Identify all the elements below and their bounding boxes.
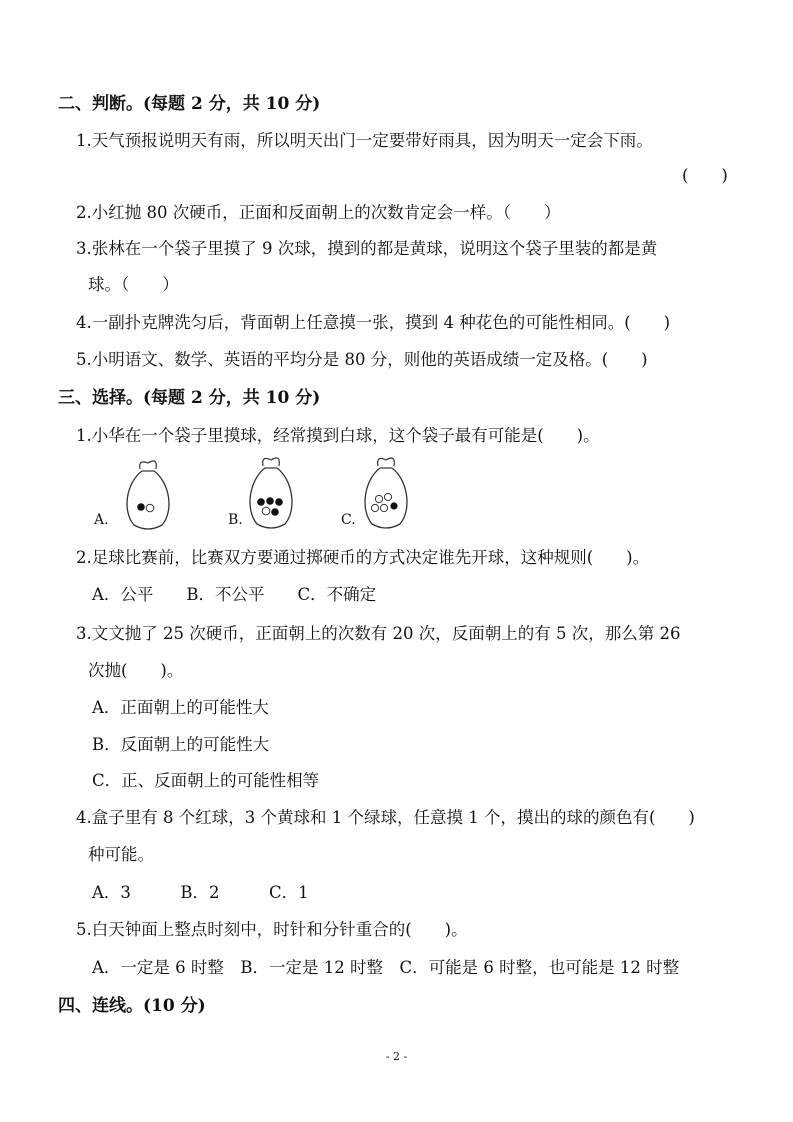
choice-q5-options: A．一定是 6 时整 B．一定是 12 时整 C．可能是 6 时整，也可能是 12 时整 <box>92 958 680 977</box>
bag-a-label: A. <box>94 512 109 528</box>
choice-q2: 2.足球比赛前，比赛双方要通过掷硬币的方式决定谁先开球，这种规则( )。 <box>76 548 650 567</box>
judge-item-1: 1.天气预报说明天有雨，所以明天出门一定要带好雨具，因为明天一定会下雨。 <box>76 131 653 150</box>
bag-c-icon <box>355 452 417 534</box>
judge-item-3: 3.张林在一个袋子里摸了 9 次球，摸到的都是黄球，说明这个袋子里装的都是黄 <box>76 239 658 258</box>
judge-item-3-cont: 球。（ ） <box>88 275 179 294</box>
choice-q2-options: A．公平 B．不公平 C．不确定 <box>92 585 377 604</box>
choice-q5: 5.白天钟面上整点时刻中，时针和分针重合的( )。 <box>76 920 468 939</box>
bag-c-label: C. <box>341 512 356 528</box>
judge-item-1-bracket: ( ) <box>682 166 728 185</box>
choice-q1: 1.小华在一个袋子里摸球，经常摸到白球，这个袋子最有可能是( )。 <box>76 426 600 445</box>
judge-item-2: 2.小红抛 80 次硬币，正面和反面朝上的次数肯定会一样。（ ） <box>76 203 561 222</box>
section-2-title: 二、判断。(每题 2 分，共 10 分) <box>58 94 321 114</box>
section-4-title: 四、连线。(10 分) <box>58 996 206 1016</box>
choice-q3-option-a: A．正面朝上的可能性大 <box>92 698 269 717</box>
choice-q3-option-c: C．正、反面朝上的可能性相等 <box>92 771 320 790</box>
choice-q3-option-b: B．反面朝上的可能性大 <box>92 735 270 754</box>
choice-q4-options: A．3 B．2 C．1 <box>92 883 309 902</box>
bag-b-icon <box>240 452 302 534</box>
choice-q3-cont: 次抛( )。 <box>88 661 184 680</box>
judge-item-5: 5.小明语文、数学、英语的平均分是 80 分，则他的英语成绩一定及格。( ) <box>76 350 648 369</box>
page-number: - 2 - <box>385 1050 408 1063</box>
bag-a-icon <box>118 455 178 535</box>
judge-item-4: 4.一副扑克牌洗匀后，背面朝上任意摸一张，摸到 4 种花色的可能性相同。( ) <box>76 313 671 332</box>
choice-q3: 3.文文抛了 25 次硬币，正面朝上的次数有 20 次，反面朝上的有 5 次，那么第 26 <box>76 624 681 643</box>
bag-b-label: B. <box>228 512 243 528</box>
choice-q4: 4.盒子里有 8 个红球，3 个黄球和 1 个绿球，任意摸 1 个，摸出的球的颜色有( ) <box>76 808 695 827</box>
section-3-title: 三、选择。(每题 2 分，共 10 分) <box>58 388 321 408</box>
choice-q4-cont: 种可能。 <box>88 845 154 864</box>
